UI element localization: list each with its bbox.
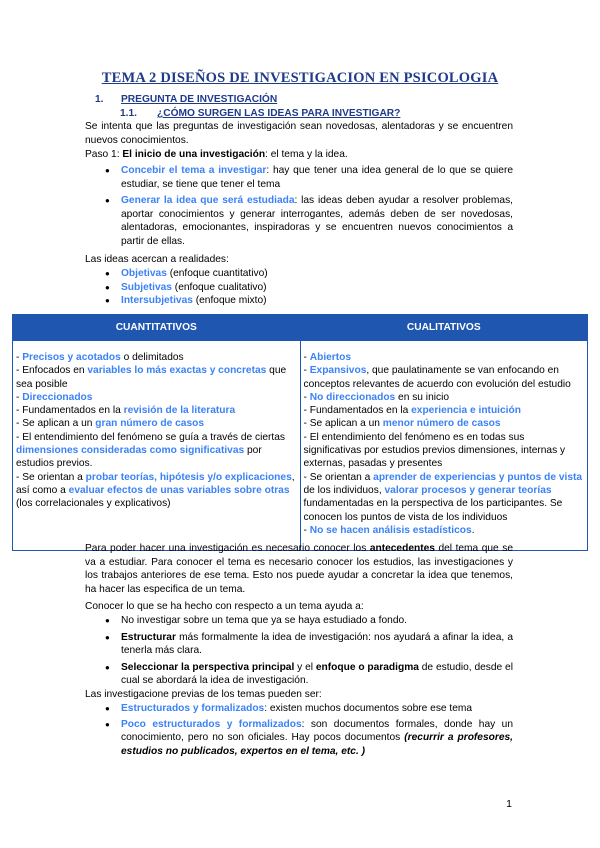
line-text: fundamentadas en la perspectiva de los participantes. Se conocen los puntos de vista de los individuos xyxy=(303,498,563,523)
highlight-term: Objetivas xyxy=(121,268,167,279)
document-title: TEMA 2 DISEÑOS DE INVESTIGACION EN PSICOLOGIA xyxy=(101,70,499,86)
line-text: - Fundamentados en la xyxy=(16,405,124,417)
item-text: (enfoque cualitativo) xyxy=(171,281,267,293)
list-item xyxy=(85,164,513,191)
highlight-term: variables lo más exactas y concretas xyxy=(87,365,267,377)
highlight-term: Expansivos xyxy=(309,365,367,377)
table-line xyxy=(304,431,585,471)
table-line xyxy=(304,471,585,524)
line-text: - xyxy=(303,352,310,363)
paso1-line xyxy=(85,148,513,162)
page-number: 1 xyxy=(506,798,512,810)
italic-note: (recurrir a profesores, estudios no publicados, expertos en el tema, etc. ) xyxy=(121,732,513,757)
line-text: - Se orientan a xyxy=(303,471,374,483)
highlight-term: Estructurados y formalizados xyxy=(121,703,265,714)
list-item xyxy=(85,281,513,295)
table-cell-cualitativos xyxy=(300,341,588,551)
highlight-term: revisión de la literatura xyxy=(123,405,236,417)
list-item xyxy=(85,294,513,308)
section-number: 1. xyxy=(95,94,104,105)
section-title: PREGUNTA DE INVESTIGACIÓN xyxy=(121,94,278,105)
highlight-term: No direccionados xyxy=(309,391,396,403)
list-item xyxy=(85,718,513,759)
table-line xyxy=(16,471,297,511)
line-text: - El entendimiento del fenómeno es en todas sus significativas por estudios previos dimensiones, internas y externas, pasadas y presentes xyxy=(303,431,566,470)
paragraph-text: Para poder hacer una investigación es necesario conocer los xyxy=(85,543,370,554)
list-item xyxy=(85,661,513,688)
item-text: de estudio, desde el cual se abordará la idea de investigación. xyxy=(121,661,513,687)
bold-term: enfoque o paradigma xyxy=(315,661,419,673)
line-text: - Enfocados en xyxy=(16,365,88,377)
previas-bullet-list xyxy=(85,702,513,758)
paso1-bullet-list xyxy=(85,164,513,249)
highlight-term: menor número de casos xyxy=(382,418,501,430)
subsection-number: 1.1. xyxy=(120,108,137,119)
line-text: en su inicio xyxy=(395,391,450,403)
table-header-cuantitativos: CUANTITATIVOS xyxy=(13,315,301,341)
ideas-bullet-list xyxy=(85,267,513,308)
item-text: : hay que tener una idea general de lo que se quiere estudiar, se tiene que tener el tema xyxy=(121,165,513,190)
line-text: - xyxy=(303,391,310,403)
list-item xyxy=(85,631,513,658)
item-text: No investigar sobre un tema que ya se haya estudiado a fondo. xyxy=(121,615,408,626)
comparison-table xyxy=(12,314,588,551)
table-line xyxy=(16,404,297,417)
bold-term: Estructurar xyxy=(121,631,176,643)
highlight-term: Direccionados xyxy=(22,391,93,403)
conocer-intro: Conocer lo que se ha hecho con respecto a un tema ayuda a: xyxy=(85,601,364,612)
line-text: de los individuos, xyxy=(303,484,385,496)
subsection-title: ¿CÓMO SURGEN LAS IDEAS PARA INVESTIGAR? xyxy=(157,108,401,119)
item-text: : son documentos formales, donde hay un conocimiento, pero no son oficiales. Hay pocos documentos xyxy=(121,718,513,744)
highlight-term: No se hacen análisis estadísticos xyxy=(309,524,472,536)
line-text: - Se aplican a un xyxy=(303,418,383,430)
highlight-term: gran número de casos xyxy=(95,418,204,430)
previas-intro: Las investigacione previas de los temas pueden ser: xyxy=(85,689,322,700)
highlight-term: Intersubjetivas xyxy=(121,295,193,307)
highlight-term: Concebir el tema a investigar xyxy=(121,165,267,176)
highlight-term: aprender de experiencias y puntos de vista xyxy=(373,471,583,483)
table-line xyxy=(304,417,585,430)
item-text: (enfoque mixto) xyxy=(192,295,267,307)
subsection-heading-1-1 xyxy=(120,107,400,121)
list-item xyxy=(85,614,513,628)
highlight-term: Precisos y acotados xyxy=(22,352,121,363)
line-text: que sea posible xyxy=(16,365,287,390)
item-text: más formalmente la idea de investigación: nos ayudará a afinar la idea, a tenerla más clara. xyxy=(121,631,513,657)
highlight-term: valorar procesos y generar teorías xyxy=(384,484,552,496)
antecedentes-paragraph xyxy=(85,542,513,596)
table-line xyxy=(16,417,297,430)
line-text: o delimitados xyxy=(120,352,184,363)
line-text: - xyxy=(16,391,23,403)
line-text: por estudios previos. xyxy=(16,445,262,470)
paso1-rest: : el tema y la idea. xyxy=(265,149,348,160)
ideas-intro: Las ideas acercan a realidades: xyxy=(85,254,229,265)
paso1-prefix: Paso 1: xyxy=(85,149,123,160)
highlight-term: probar teorías, hipótesis y/o explicaciones xyxy=(85,471,292,483)
table-cell-cuantitativos xyxy=(13,341,301,551)
line-text: - Se orientan a xyxy=(16,471,86,483)
bold-term: Seleccionar la perspectiva principal xyxy=(121,661,295,673)
line-text: - xyxy=(303,365,310,377)
table-line xyxy=(304,524,585,537)
list-item xyxy=(85,194,513,248)
section-heading-1 xyxy=(95,93,277,107)
highlight-term: Generar la idea que será estudiada xyxy=(121,195,295,207)
highlight-term: evaluar efectos de unas variables sobre otras xyxy=(68,484,290,496)
list-item xyxy=(85,702,513,716)
paragraph-text: del tema que se va a estudiar. Para conocer el tema es necesario conocer los estudios, las investigaciones y los trabajos anteriores de ese tema. Esto nos puede ayudar a concretar la idea que tenemos, ha hacer las especifica de un tema. xyxy=(85,543,514,595)
intro-paragraph: Se intenta que las preguntas de investigación sean novedosas, alentadoras y se encuentren nuevos conocimientos. xyxy=(85,121,513,146)
conocer-bullet-list xyxy=(85,614,513,688)
table-line xyxy=(16,431,297,471)
item-text: y el xyxy=(294,661,316,673)
line-text: , que paulatinamente se van enfocando en conceptos relevantes de acuerdo con evolución del estudio xyxy=(303,365,571,390)
item-text: (enfoque cuantitativo) xyxy=(166,268,268,279)
line-text: - Fundamentados en la xyxy=(303,405,412,417)
table-line xyxy=(16,364,297,391)
bold-term: antecedentes xyxy=(369,543,435,554)
table-line xyxy=(304,364,585,391)
table-line xyxy=(304,391,585,404)
item-text: : existen muchos documentos sobre ese tema xyxy=(264,703,473,714)
table-header-cualitativos: CUALITATIVOS xyxy=(300,315,588,341)
line-text: - Se aplican a un xyxy=(16,418,96,430)
highlight-term: dimensiones consideradas como significativas xyxy=(16,445,245,457)
line-text: , así como a xyxy=(16,471,295,496)
highlight-term: Subjetivas xyxy=(121,281,172,293)
highlight-term: Poco estructurados y formalizados xyxy=(121,718,302,730)
line-text: - xyxy=(16,352,23,363)
highlight-term: Abiertos xyxy=(309,352,352,363)
highlight-term: experiencia e intuición xyxy=(411,405,521,417)
paso1-bold: El inicio de una investigación xyxy=(122,149,266,160)
list-item xyxy=(85,267,513,281)
table-line xyxy=(16,351,297,364)
table-line xyxy=(16,391,297,404)
line-text: (los correlacionales y explicativos) xyxy=(16,498,171,510)
line-text: - El entendimiento del fenómeno se guía a través de ciertas xyxy=(16,431,285,443)
line-text: . xyxy=(471,524,475,536)
line-text: - xyxy=(303,524,310,536)
table-line xyxy=(304,351,585,364)
item-text: : las ideas deben ayudar a resolver problemas, aportar conocimientos y generar interrogantes, además deben de ser novedosas, alentadoras, emocionantes, inspiradoras y se encuentren nuevos conocimientos a partir de ellas. xyxy=(121,195,513,247)
table-line xyxy=(304,404,585,417)
